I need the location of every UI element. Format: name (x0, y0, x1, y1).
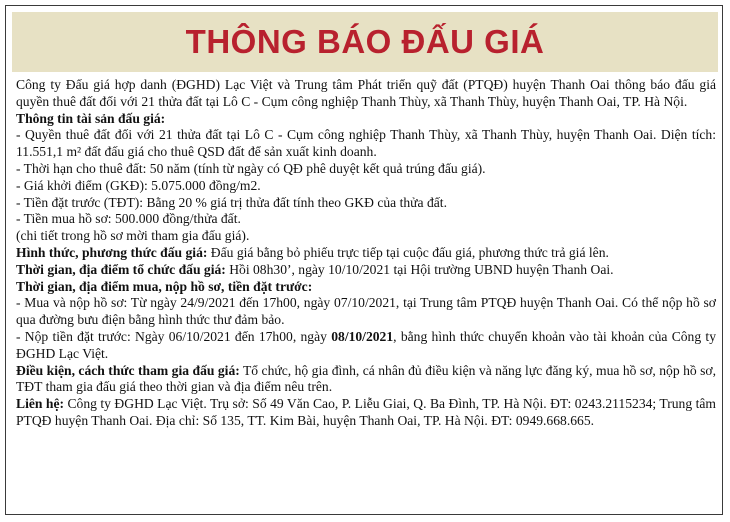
time-place-paragraph (16, 262, 716, 279)
method-text: Đấu giá bằng bỏ phiếu trực tiếp tại cuộc đấu giá, phương thức trả giá lên. (207, 244, 609, 260)
intro-paragraph: Công ty Đấu giá hợp danh (ĐGHD) Lạc Việt và Trung tâm Phát triển quỹ đất (PTQĐ) huyện Thanh Oai thông báo đấu giá quyền thuê đất đối với 21 thửa đất tại Lô C - Cụm công nghiệp Thanh Thùy, xã Thanh Thùy, huyện Thanh Oai, TP. Hà Nội. (16, 77, 716, 109)
deposit-text-pre: - Nộp tiền đặt trước: Ngày 06/10/2021 đến 17h00, ngày (16, 328, 332, 344)
asset-line-6: (chi tiết trong hồ sơ mời tham gia đấu giá). (16, 228, 250, 244)
contact-text: Công ty ĐGHD Lạc Việt. Trụ sở: Số 49 Văn Cao, P. Liễu Giai, Q. Ba Đình, TP. Hà Nội. ĐT: 0243.2115234; Trung tâm PTQĐ huyện Thanh Oai. Địa chỉ: Số 135, TT. Kim Bài, huyện Thanh Oai, TP. Hà Nội. ĐT: 0949.668.665. (16, 396, 716, 428)
deposit-text-post: , bằng hình thức chuyển khoản vào tài khoản của Công ty ĐGHD Lạc Việt. (16, 328, 717, 361)
asset-line-4: - Tiền đặt trước (TĐT): Bằng 20 % giá trị thửa đất tính theo GKĐ của thửa đất. (16, 194, 447, 210)
method-paragraph (16, 245, 716, 262)
asset-heading-text: Thông tin tài sản đấu giá: (16, 110, 166, 126)
asset-line-2: - Thời hạn cho thuê đất: 50 năm (tính từ ngày có QĐ phê duyệt kết quả trúng đấu giá). (16, 160, 486, 176)
purchase-heading-text: Thời gian, địa điểm mua, nộp hồ sơ, tiền đặt trước: (16, 278, 313, 294)
conditions-label: Điều kiện, cách thức tham gia đấu giá: (16, 362, 240, 378)
time-place-text: Hồi 08h30’, ngày 10/10/2021 tại Hội trường UBND huyện Thanh Oai. (225, 261, 614, 277)
conditions-paragraph (16, 363, 716, 397)
notice-body (16, 77, 716, 430)
purchase-heading (16, 279, 716, 296)
method-label: Hình thức, phương thức đấu giá: (16, 244, 208, 260)
conditions-text: Tổ chức, hộ gia đình, cá nhân đủ điều kiện và năng lực đăng ký, mua hồ sơ, nộp hồ sơ, TĐT tham gia đấu giá theo thời gian và địa điểm nêu trên. (16, 362, 716, 395)
asset-line-5: - Tiền mua hồ sơ: 500.000 đồng/thửa đất. (16, 211, 241, 227)
time-place-label: Thời gian, địa điểm tổ chức đấu giá: (16, 261, 226, 277)
asset-line-1: - Quyền thuê đất đối với 21 thửa đất tại Lô C - Cụm công nghiệp Thanh Thùy, xã Thanh Thùy, huyện Thanh Oai. Diện tích: 11.551,1 m² đất đấu giá cho thuê QSD đất để sản xuất kinh doanh. (16, 127, 716, 160)
contact-label: Liên hệ: (16, 396, 65, 412)
asset-heading (16, 111, 716, 128)
notice-title: THÔNG BÁO ĐẤU GIÁ (185, 23, 545, 60)
asset-line-3: - Giá khởi điểm (GKĐ): 5.075.000 đồng/m2. (16, 177, 261, 193)
deposit-deadline-date: 08/10/2021 (331, 328, 394, 344)
title-banner (12, 12, 718, 72)
contact-paragraph (16, 396, 716, 430)
purchase-line-1: - Mua và nộp hồ sơ: Từ ngày 24/9/2021 đến 17h00, ngày 07/10/2021, tại Trung tâm PTQĐ huyện Thanh Oai. Có thể nộp hồ sơ qua đường bưu điện bằng hình thức thư đảm bảo. (16, 295, 716, 328)
purchase-line-2 (16, 329, 716, 363)
notice-frame (5, 5, 723, 515)
